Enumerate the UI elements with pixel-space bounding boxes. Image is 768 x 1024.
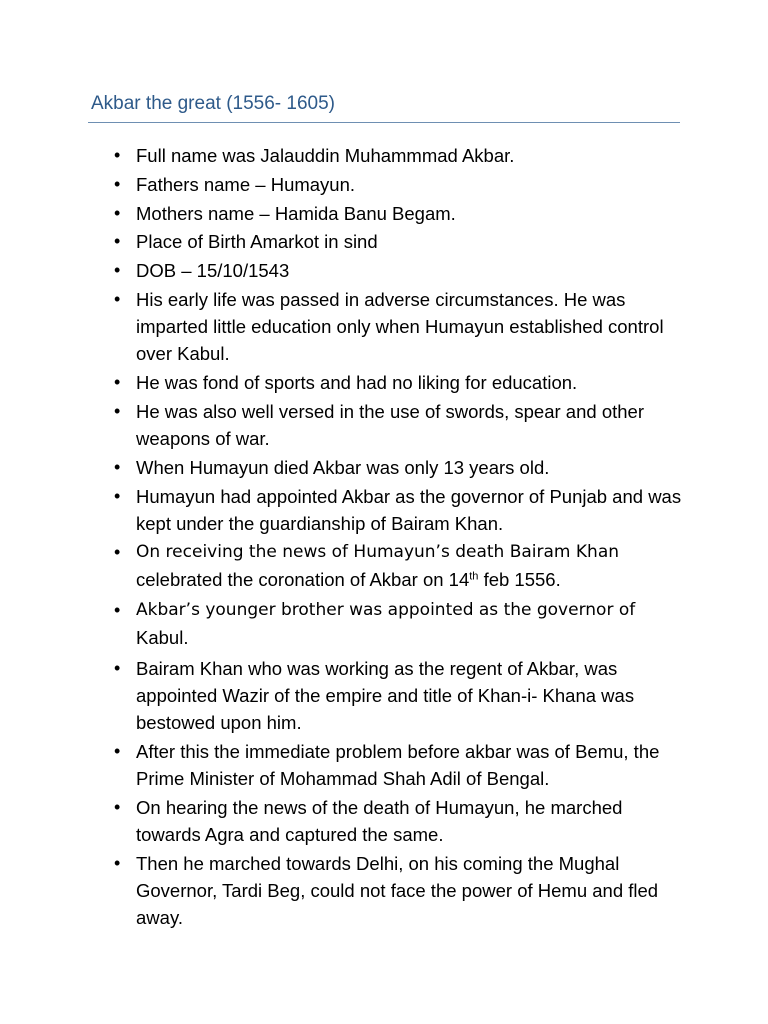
list-item (114, 171, 688, 198)
list-item-text: Humayun had appointed Akbar as the governor of Punjab and was kept under the guardianship of Bairam Khan. (136, 485, 682, 534)
bullet-icon: • (114, 740, 121, 761)
list-item-text: His early life was passed in adverse circumstances. He was imparted little education only when Humayun established control over Kabul. (136, 288, 664, 365)
list-item (114, 369, 688, 396)
ordinal-superscript: th (469, 570, 479, 583)
list-item-text: Then he marched towards Delhi, on his coming the Mughal Governor, Tardi Beg, could not face the power of Hemu and fled away. (136, 852, 659, 929)
list-item-text: When Humayun died Akbar was only 13 years old. (136, 456, 550, 478)
bullet-icon: • (114, 400, 121, 421)
heading-underline (88, 122, 680, 123)
list-item (114, 257, 688, 284)
page-title: Akbar the great (1556- 1605) (91, 93, 335, 114)
bullet-icon: • (114, 541, 121, 562)
bullet-icon: • (114, 485, 121, 506)
bullet-icon: • (114, 796, 121, 817)
list-item-text-segment: Kabul. (136, 626, 189, 648)
bullet-list (114, 142, 688, 933)
list-item (114, 539, 688, 595)
list-item-text-line2 (136, 569, 561, 590)
list-item-text: DOB – 15/10/1543 (136, 260, 290, 282)
bullet-icon: • (114, 852, 121, 873)
list-item (114, 142, 688, 169)
bullet-icon: • (114, 599, 121, 620)
bullet-icon: • (114, 372, 121, 393)
bullet-icon: • (114, 231, 121, 252)
list-item-text-line2 (136, 627, 188, 648)
list-item-text: Full name was Jalauddin Muhammmad Akbar. (136, 145, 515, 166)
list-item-text (136, 539, 688, 595)
bullet-icon: • (114, 288, 121, 309)
list-item (114, 398, 688, 452)
list-item-text: Place of Birth Amarkot in sind (136, 231, 378, 253)
list-item (114, 228, 688, 255)
list-item-text: He was also well versed in the use of swords, spear and other weapons of war. (136, 400, 644, 450)
list-item-text: Mothers name – Hamida Banu Begam. (136, 202, 456, 224)
list-item-text-line1: On receiving the news of Humayun’s death Bairam Khan (136, 541, 620, 562)
list-item-text: He was fond of sports and had no liking for education. (136, 372, 578, 394)
bullet-icon: • (114, 456, 121, 477)
list-item-text-line1: Akbar’s younger brother was appointed as the governor of (136, 599, 636, 620)
bullet-icon: • (114, 173, 121, 194)
list-item (114, 454, 688, 481)
bullet-icon: • (114, 202, 121, 223)
list-item-text: After this the immediate problem before akbar was of Bemu, the Prime Minister of Mohammad Shah Adil of Bengal. (136, 740, 660, 790)
list-item-text: Fathers name – Humayun. (136, 173, 356, 195)
bullet-icon: • (114, 657, 121, 678)
bullet-icon: • (114, 260, 121, 281)
list-item-text (136, 597, 688, 653)
list-item-text: Bairam Khan who was working as the regent of Akbar, was appointed Wazir of the empire and title of Khan-i- Khana was bestowed upon him. (136, 657, 635, 734)
list-item (114, 738, 688, 792)
list-item (114, 794, 688, 848)
list-item (114, 200, 688, 227)
list-item (114, 483, 688, 537)
list-item-text-segment: celebrated the coronation of Akbar on 14 (136, 568, 470, 590)
list-item (114, 850, 688, 932)
list-item (114, 655, 688, 737)
list-item-text-segment: feb 1556. (478, 568, 561, 590)
list-item (114, 286, 688, 368)
bullet-icon: • (114, 145, 121, 165)
list-item-text: On hearing the news of the death of Humayun, he marched towards Agra and captured the same. (136, 796, 623, 846)
list-item (114, 597, 688, 653)
